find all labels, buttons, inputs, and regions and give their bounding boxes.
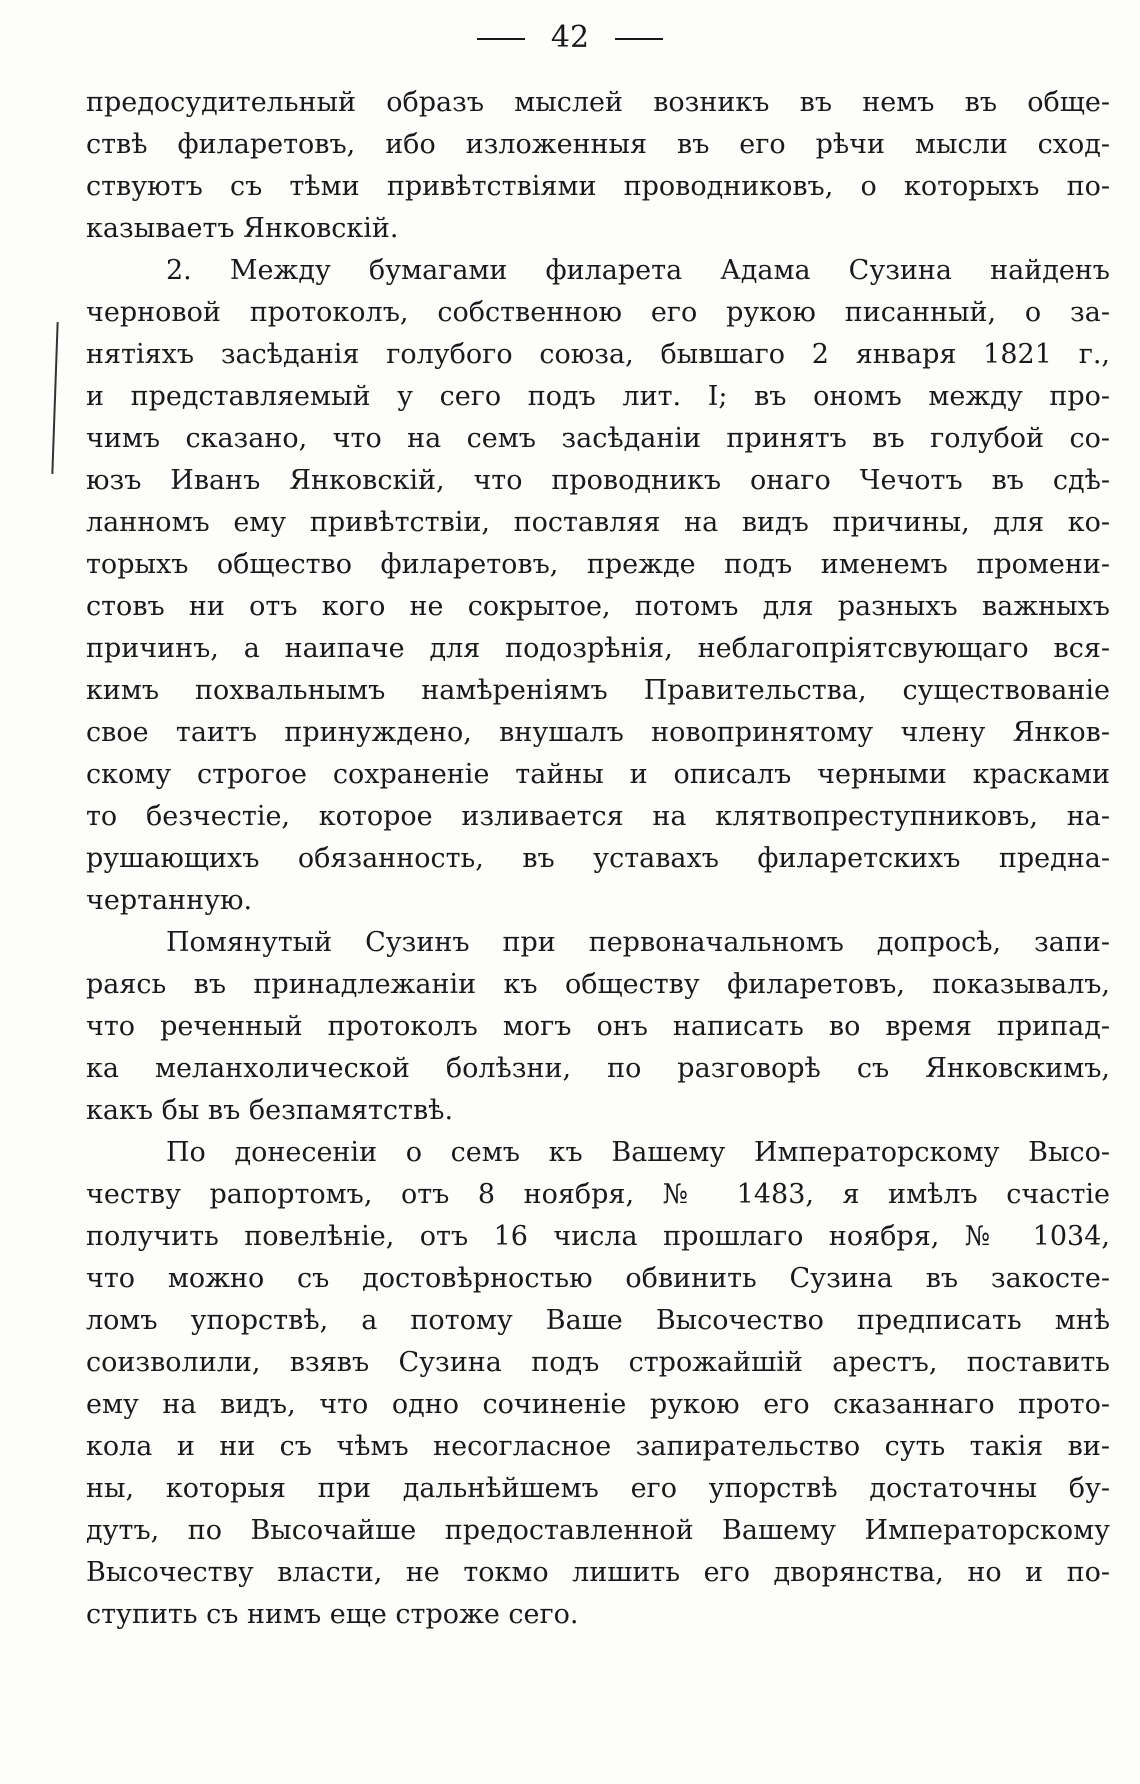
text-line: получить повелѣніе, отъ 16 числа прошлаго ноября, № 1034, bbox=[86, 1221, 1110, 1252]
text-line: кола и ни съ чѣмъ несогласное запирательство суть такія ви- bbox=[86, 1431, 1110, 1462]
text-line: скому строгое сохраненіе тайны и описалъ черными красками bbox=[86, 759, 1110, 790]
text-line: нятіяхъ засѣданія голубого союза, бывшаго 2 января 1821 г., bbox=[86, 339, 1110, 370]
text-line: раясь въ принадлежаніи къ обществу филаретовъ, показывалъ, bbox=[86, 969, 1110, 1000]
text-line: причинъ, а наипаче для подозрѣнія, неблагопріятсвующаго вся- bbox=[86, 633, 1110, 664]
text-line: стовъ ни отъ кого не сокрытое, потомъ для разныхъ важныхъ bbox=[86, 591, 1110, 622]
text-line: чертанную. bbox=[86, 885, 253, 916]
paragraph bbox=[86, 922, 1110, 1132]
paragraph bbox=[86, 250, 1110, 922]
text-line: ны, которыя при дальнѣйшемъ его упорствѣ достаточны бу- bbox=[86, 1473, 1110, 1504]
text-line: ланномъ ему привѣтствіи, поставляя на видъ причины, для ко- bbox=[86, 507, 1110, 538]
text-line: что можно съ достовѣрностью обвинить Сузина въ закосте- bbox=[86, 1263, 1110, 1294]
text-line: честву рапортомъ, отъ 8 ноября, № 1483, я имѣлъ счастіе bbox=[86, 1179, 1110, 1210]
text-line: черновой протоколъ, собственною его рукою писанный, о за- bbox=[86, 297, 1110, 328]
page-header bbox=[0, 18, 1140, 58]
text-line: ствѣ филаретовъ, ибо изложенныя въ его рѣчи мысли сход- bbox=[86, 129, 1110, 160]
header-dash-right bbox=[615, 38, 663, 40]
text-line: По донесеніи о семъ къ Вашему Императорскому Высо- bbox=[166, 1137, 1110, 1168]
text-line: рушающихъ обязанность, въ уставахъ филаретскихъ предна- bbox=[86, 843, 1110, 874]
text-line: какъ бы въ безпамятствѣ. bbox=[86, 1095, 454, 1126]
body-text bbox=[86, 82, 1110, 1636]
text-line: Высочеству власти, не токмо лишить его дворянства, но и по- bbox=[86, 1557, 1110, 1588]
text-line: ему на видъ, что одно сочиненіе рукою его сказаннаго прото- bbox=[86, 1389, 1110, 1420]
header-dash-left bbox=[477, 38, 525, 40]
text-line: ствуютъ съ тѣми привѣтствіями проводниковъ, о которыхъ по- bbox=[86, 171, 1110, 202]
text-line: то безчестіе, которое изливается на клятвопреступниковъ, на- bbox=[86, 801, 1110, 832]
text-line: ка меланхолической болѣзни, по разговорѣ съ Янковскимъ, bbox=[86, 1053, 1110, 1084]
text-line: свое таитъ принуждено, внушалъ новопринятому члену Янков- bbox=[86, 717, 1110, 748]
text-line: торыхъ общество филаретовъ, прежде подъ именемъ промени- bbox=[86, 549, 1110, 580]
text-line: ступить съ нимъ еще строже сего. bbox=[86, 1599, 579, 1630]
text-line: ломъ упорствѣ, а потому Ваше Высочество предписать мнѣ bbox=[86, 1305, 1110, 1336]
text-line: казываетъ Янковскій. bbox=[86, 213, 399, 244]
text-line: юзъ Иванъ Янковскій, что проводникъ онаго Чечотъ въ сдѣ- bbox=[86, 465, 1110, 496]
page-number: 42 bbox=[550, 20, 590, 55]
text-line: чимъ сказано, что на семъ засѣданіи принятъ въ голубой со- bbox=[86, 423, 1110, 454]
text-line: 2. Между бумагами филарета Адама Сузина найденъ bbox=[166, 255, 1110, 286]
text-line: соизволили, взявъ Сузина подъ строжайшій арестъ, поставить bbox=[86, 1347, 1110, 1378]
text-line: предосудительный образъ мыслей возникъ въ немъ въ обще- bbox=[86, 87, 1110, 118]
text-line: кимъ похвальнымъ намѣреніямъ Правительства, существованіе bbox=[86, 675, 1110, 706]
paragraph bbox=[86, 82, 1110, 250]
text-line: дутъ, по Высочайше предоставленной Вашему Императорскому bbox=[86, 1515, 1110, 1546]
paragraph bbox=[86, 1132, 1110, 1636]
text-line: и представляемый у сего подъ лит. I; въ ономъ между про- bbox=[86, 381, 1110, 412]
text-line: что реченный протоколъ могъ онъ написать во время припад- bbox=[86, 1011, 1110, 1042]
margin-pencil-mark bbox=[51, 322, 58, 474]
text-line: Помянутый Сузинъ при первоначальномъ допросѣ, запи- bbox=[166, 927, 1110, 958]
